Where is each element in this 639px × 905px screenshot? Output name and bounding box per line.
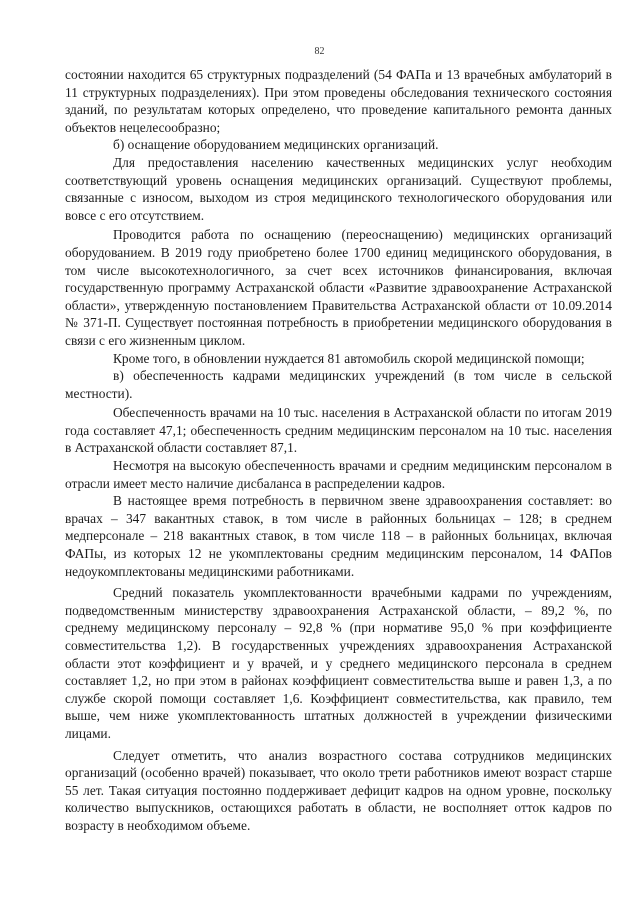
paragraph-age-structure: Следует отметить, что анализ возрастного состава сотрудников медицинских организаций (особенно врачей) показывает, что около трети работников имеют возраст старше 55 лет. Такая ситуация постоянно поддерживает дефицит кадров на одном уровне, поскольку количество выпускников, остающихся работать в области, не восполняет отток кадров по возрасту в необходимом объеме. xyxy=(65,747,612,833)
document-body xyxy=(65,66,612,835)
paragraph-equipment-heading: б) оснащение оборудованием медицинских организаций. xyxy=(113,137,439,153)
paragraph-ambulance: Кроме того, в обновлении нуждается 81 автомобиль скорой медицинской помощи; xyxy=(113,350,585,366)
paragraph-vacancies: В настоящее время потребность в первичном звене здравоохранения составляет: во врачах – 347 вакантных ставок, в том числе в районных больницах – 128; в среднем медперсонале – 218 вакантных ставок, в том числе 118 – в районных больницах, включая ФАПы, из которых 12 не укомплектованы средним медицинским персоналом, 14 ФАПов недоукомплектованы медицинскими работниками. xyxy=(65,493,612,579)
paragraph-staffing-ratio: Обеспеченность врачами на 10 тыс. населения в Астраханской области по итогам 2019 года составляет 47,1; обеспеченность средним медицинским персоналом на 10 тыс. населения в Астраханской области составляет 87,1. xyxy=(65,405,612,456)
paragraph-staffing-heading: в) обеспеченность кадрами медицинских учреждений (в том числе в сельской местности). xyxy=(65,368,612,401)
paragraph-staffing-level: Средний показатель укомплектованности врачебными кадрами по учреждениям, подведомственным министерству здравоохранения Астраханской области, – 89,2 %, по среднему медицинскому персоналу – 92,8 % (при нормативе 95,0 % при коэффициенте совместительства 1,2). В государственных учреждениях здравоохранения Астраханской области этот коэффициент и у врачей, и у среднего медицинского персонала в среднем составляет 1,2, но при этом в районах коэффициент совместительства выше и равен 1,3, а по службе скорой помощи составляет 1,6. Коэффициент совместительства, как правило, тем выше, чем ниже укомплектованность штатных должностей в учреждении физическими лицами. xyxy=(65,585,612,741)
paragraph-equipment-need: Для предоставления населению качественных медицинских услуг необходим соответствующий уровень оснащения медицинских организаций. Существуют проблемы, связанные с износом, выходом из строя медицинского технологического оборудования или вовсе с его отсутствием. xyxy=(65,154,612,223)
page-number: 82 xyxy=(314,46,325,57)
paragraph-imbalance: Несмотря на высокую обеспеченность врачами и средним медицинским персоналом в отрасли имеет место наличие дисбаланса в распределении кадров. xyxy=(65,458,612,491)
paragraph-buildings-status: состоянии находится 65 структурных подразделений (54 ФАПа и 13 врачебных амбулаторий в 11 структурных подразделениях). При этом проведены обследования технического состояния зданий, по результатам которых определено, что проведение капитального ремонта данных объектов нецелесообразно; xyxy=(65,67,612,135)
paragraph-equipment-purchase: Проводится работа по оснащению (переоснащению) медицинских организаций оборудованием. В 2019 году приобретено более 1700 единиц медицинского оборудования, в том числе высокотехнологичного, за счет всех источников финансирования, включая государственную программу Астраханской области «Развитие здравоохранение Астраханской области», утвержденную постановлением Правительства Астраханской области от 10.09.2014 № 371-П. Существует постоянная потребность в приобретении медицинского оборудования в связи с его жизненным циклом. xyxy=(65,227,612,348)
